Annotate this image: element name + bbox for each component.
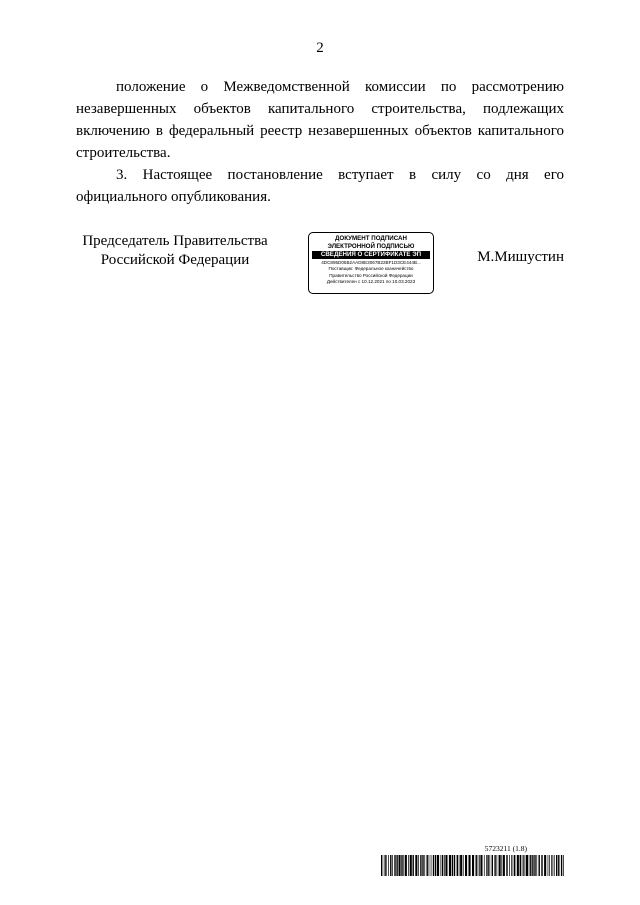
registration-number: 5723211 (1.8): [484, 844, 527, 853]
paragraph-regulation: положение о Межведомственной комиссии по рассмотрению незавершенных объектов капитального строительства, подлежащих включению в федеральный реестр незавершенных объектов капитального строительства.: [76, 79, 564, 161]
signatory-position-line2: Российской Федерации: [100, 252, 250, 268]
stamp-header-bar: СВЕДЕНИЯ О СЕРТИФИКАТЕ ЭП: [312, 251, 430, 259]
signatory-position: [70, 232, 280, 270]
barcode-image: [381, 855, 564, 876]
signatory-position-line1: Председатель Правительства: [82, 233, 268, 249]
stamp-validity: Действителен с 10.12.2021 по 10.03.2023: [326, 278, 416, 284]
stamp-certificate-id: 4DC895D05B2AAD8E3067B22BF1D3CE444B...: [321, 260, 421, 265]
stamp-issuer-line2: Правительство Российской Федерации: [329, 272, 413, 278]
electronic-signature-stamp: [308, 232, 434, 294]
stamp-line2: ЭЛЕКТРОННОЙ ПОДПИСЬЮ: [327, 242, 415, 250]
stamp-line1: ДОКУМЕНТ ПОДПИСАН: [335, 235, 407, 242]
page-number: 2: [316, 40, 324, 56]
signatory-name: М.Мишустин: [477, 249, 564, 265]
paragraph-entry-into-force: 3. Настоящее постановление вступает в силу со дня его официального опубликования.: [76, 167, 564, 205]
document-body: [76, 76, 564, 208]
stamp-issuer-line1: Поставщик: Федеральное казначейство: [328, 266, 414, 272]
